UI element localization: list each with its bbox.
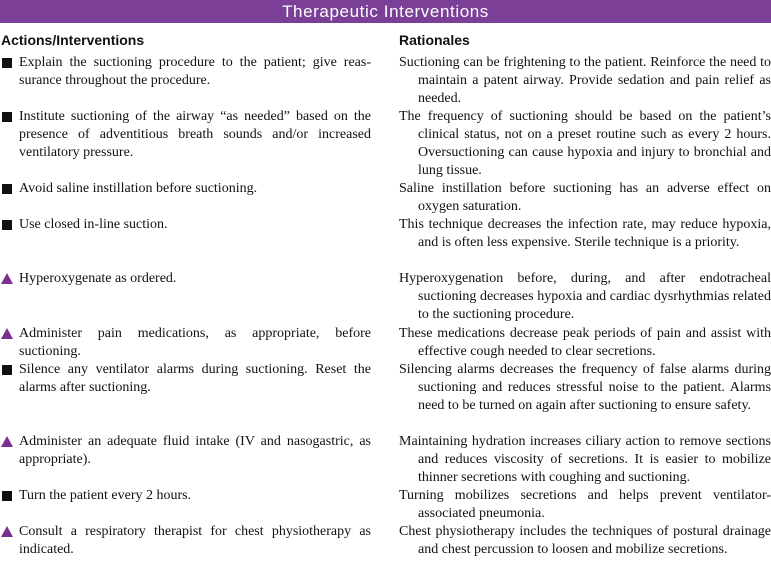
square-bullet-icon (2, 365, 12, 375)
rationale-text: Silencing alarms decreases the frequency of false alarms during suctioning and reduces stressful noise to the patient. Alarms need to be turned on again after suctioning to ensure safety. (399, 362, 771, 413)
action-text: Avoid saline instillation before suctioning. (19, 181, 258, 196)
rationale-text: Hyperoxygenation before, during, and after endotracheal suctioning decreases hypoxia and cardiac dysrhythmias related to the suctioning procedure. (399, 271, 771, 322)
square-bullet-icon (2, 112, 12, 122)
action-text: Administer an adequate fluid intake (IV and nasogastric, as appropriate). (19, 434, 371, 467)
rationale-text: Turning mobilizes secretions and helps prevent ventilator-associated pneumonia. (399, 488, 771, 521)
rationale-text: Maintaining hydration increases ciliary action to remove sections and reduces viscosity of secretions. It is easier to mobilize thinner secretions with coughing and suctioning. (399, 434, 771, 485)
action-text: Hyperoxygenate as ordered. (19, 271, 177, 286)
rationale-text: These medications decrease peak periods of pain and assist with effective cough needed to clear secretions. (399, 326, 771, 359)
square-bullet-icon (2, 491, 12, 501)
rationale-text: The frequency of suctioning should be based on the patient’s clinical status, not on a preset routine such as every 2 hours. Oversuctioning can cause hypoxia and injury to bronchial and lung tissue. (399, 109, 771, 178)
triangle-bullet-icon (1, 328, 13, 339)
triangle-bullet-icon (1, 273, 13, 284)
rationale-text: Chest physiotherapy includes the techniques of postural drainage and chest percussion to loosen and mobilize secretions. (399, 524, 771, 557)
triangle-bullet-icon (1, 436, 13, 447)
rationales-column-header: Rationales (399, 32, 470, 48)
action-text: Use closed in-line suction. (19, 217, 168, 232)
action-text: Institute suctioning of the airway “as needed” based on the presence of adventitious breath sounds and/or increased ventilatory pressure. (19, 109, 371, 160)
square-bullet-icon (2, 58, 12, 68)
action-text: Turn the patient every 2 hours. (19, 488, 192, 503)
rationale-text: Suctioning can be frightening to the patient. Reinforce the need to maintain a patent airway. Provide sedation and pain relief as needed. (399, 55, 771, 106)
action-text: Administer pain medications, as appropriate, before suctioning. (19, 326, 371, 359)
triangle-bullet-icon (1, 526, 13, 537)
action-text: Silence any ventilator alarms during suctioning. Reset the alarms after suctioning. (19, 362, 371, 395)
square-bullet-icon (2, 184, 12, 194)
banner-title: Therapeutic Interventions (282, 2, 489, 21)
rationale-text: This technique decreases the infection rate, may reduce hypoxia, and is often less expensive. Sterile technique is a priority. (399, 217, 771, 250)
actions-column-header: Actions/Interventions (1, 32, 145, 48)
action-text: Explain the suctioning procedure to the patient; give reassurance throughout the procedure. (19, 55, 371, 88)
rationale-text: Saline instillation before suctioning has an adverse effect on oxygen saturation. (399, 181, 771, 214)
action-text: Consult a respiratory therapist for chest physiotherapy as indicated. (19, 524, 371, 557)
square-bullet-icon (2, 220, 12, 230)
